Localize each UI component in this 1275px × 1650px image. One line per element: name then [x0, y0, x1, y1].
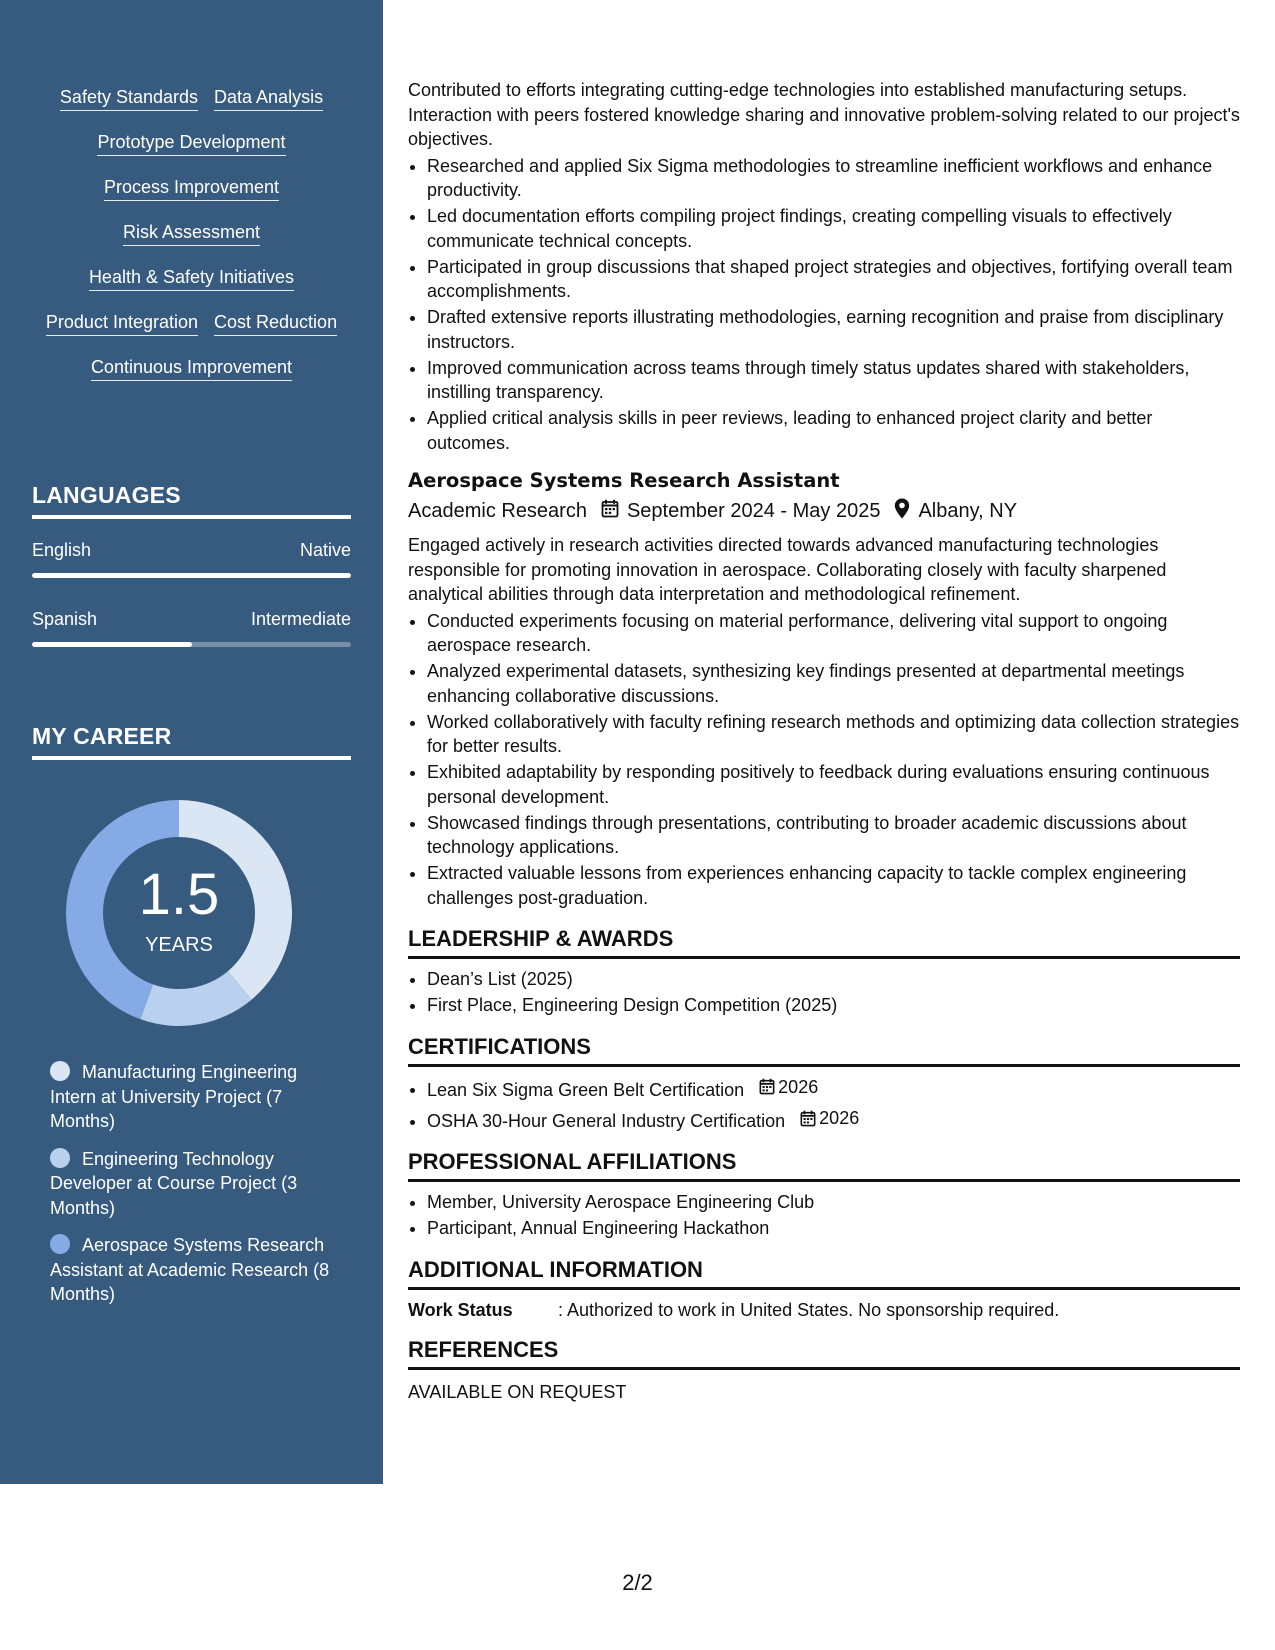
- sidebar: [0, 0, 383, 1484]
- affiliations-list: [408, 1190, 1240, 1241]
- bullet-item: • Drafted extensive reports illustrating methodologies, earning recognition and praise from disciplinary instructors.: [427, 305, 1240, 354]
- language-name: English: [32, 540, 92, 560]
- skill-tag: Cost Reduction: [214, 311, 337, 336]
- certification-item: [427, 1075, 1240, 1102]
- legend-dot: [50, 1148, 70, 1168]
- language-bar-fill: [32, 573, 351, 578]
- bullet-item: • Applied critical analysis skills in peer reviews, leading to enhanced project clarity and better outcomes.: [427, 406, 1240, 455]
- certification-name: Lean Six Sigma Green Belt Certification: [427, 1079, 745, 1100]
- language-bar: [32, 573, 351, 578]
- career-legend: [50, 1060, 340, 1320]
- bullet-item: • Researched and applied Six Sigma methodologies to streamline inefficient workflows and enhance productivity.: [427, 154, 1240, 203]
- bullet-item: • Exhibited adaptability by responding positively to feedback during evaluations ensuring continuous personal development.: [427, 760, 1240, 809]
- affiliation-item: • Participant, Annual Engineering Hackathon: [427, 1216, 1240, 1241]
- job-summary: Engaged actively in research activities directed towards advanced manufacturing technologies responsible for promoting innovation in aerospace. Collaborating closely with faculty sharpened analytical abilities through data interpretation and methodological refinement.: [408, 535, 1167, 604]
- award-item: • First Place, Engineering Design Competition (2025): [427, 993, 1240, 1018]
- award-item: • Dean’s List (2025): [427, 967, 1240, 992]
- calendar-icon: [759, 1078, 775, 1095]
- experience-summary: Contributed to efforts integrating cutting-edge technologies into established manufacturing setups. Interaction with peers fostered knowledge sharing and innovative problem-solving related to our project's objectives.: [408, 80, 1240, 149]
- bullet-item: • Conducted experiments focusing on material performance, delivering vital support to ongoing aerospace research.: [427, 609, 1240, 658]
- language-level: Native: [299, 540, 351, 560]
- page-number: 2/2: [622, 1570, 653, 1595]
- career-legend-item: [50, 1060, 340, 1134]
- experience-bullets: [408, 154, 1240, 456]
- location-pin-icon: [894, 498, 910, 525]
- leadership-list: [408, 967, 1240, 1018]
- affiliations-heading: PROFESSIONAL AFFILIATIONS: [408, 1149, 1240, 1182]
- bullet-item: • Participated in group discussions that shaped project strategies and objectives, fortifying overall team accomplishments.: [427, 255, 1240, 304]
- job-title: Aerospace Systems Research Assistant: [408, 469, 840, 492]
- skill-tag: Product Integration: [46, 311, 198, 336]
- additional-info-heading: ADDITIONAL INFORMATION: [408, 1257, 1240, 1290]
- affiliation-item: • Member, University Aerospace Engineering Club: [427, 1190, 1240, 1215]
- skill-tag: Continuous Improvement: [91, 356, 292, 381]
- job-meta: [408, 498, 1240, 525]
- bullet-item: • Improved communication across teams through timely status updates shared with stakeholders, instilling transparency.: [427, 356, 1240, 405]
- work-status-row: [408, 1300, 1240, 1321]
- career-total-unit: YEARS: [145, 934, 213, 956]
- career-total-value: 1.5: [138, 862, 220, 927]
- skill-tag: Prototype Development: [97, 131, 285, 156]
- certification-year: 2026: [778, 1076, 819, 1097]
- career-legend-item: [50, 1233, 340, 1307]
- language-level: Intermediate: [250, 609, 351, 629]
- career-donut-chart: [66, 800, 292, 1026]
- calendar-icon: [601, 499, 619, 524]
- main-content: [408, 78, 1240, 1403]
- certification-item: [427, 1106, 1240, 1133]
- language-row: [32, 540, 351, 578]
- languages-heading: LANGUAGES: [32, 482, 351, 519]
- career-legend-label: Aerospace Systems Research Assistant at Academic Research (8 Months): [50, 1235, 330, 1304]
- job-dates: September 2024 - May 2025: [626, 500, 881, 522]
- job-location: Albany, NY: [918, 500, 1018, 522]
- certifications-heading: CERTIFICATIONS: [408, 1034, 1240, 1067]
- language-bar: [32, 642, 351, 647]
- career-legend-item: [50, 1147, 340, 1221]
- leadership-heading: LEADERSHIP & AWARDS: [408, 926, 1240, 959]
- career-heading: MY CAREER: [32, 723, 351, 760]
- skills-list: [32, 86, 351, 401]
- bullet-item: • Led documentation efforts compiling project findings, creating compelling visuals to effectively communicate technical concepts.: [427, 204, 1240, 253]
- bullet-item: • Worked collaboratively with faculty refining research methods and optimizing data collection strategies for better results.: [427, 710, 1240, 759]
- references-heading: REFERENCES: [408, 1337, 1240, 1370]
- bullet-item: • Showcased findings through presentations, contributing to broader academic discussions about technology applications.: [427, 811, 1240, 860]
- skill-tag: Process Improvement: [104, 176, 279, 201]
- language-bar-fill: [32, 642, 192, 647]
- bullet-item: • Analyzed experimental datasets, synthesizing key findings presented at departmental meetings enhancing collaborative discussions.: [427, 659, 1240, 708]
- calendar-icon: [800, 1110, 816, 1127]
- certification-year: 2026: [819, 1107, 860, 1128]
- certification-date: [800, 1106, 859, 1131]
- legend-dot: [50, 1234, 70, 1254]
- skill-tag: Data Analysis: [214, 86, 323, 111]
- language-name: Spanish: [32, 609, 98, 629]
- certification-name: OSHA 30-Hour General Industry Certification: [427, 1110, 786, 1131]
- language-row: [32, 609, 351, 647]
- skill-tag: Risk Assessment: [123, 221, 260, 246]
- work-status-label: Work Status: [408, 1299, 513, 1320]
- bullet-item: • Extracted valuable lessons from experiences enhancing capacity to tackle complex engineering challenges post-graduation.: [427, 861, 1240, 910]
- certifications-list: [408, 1075, 1240, 1134]
- skill-tag: Safety Standards: [60, 86, 198, 111]
- career-legend-label: Manufacturing Engineering Intern at University Project (7 Months): [50, 1062, 298, 1131]
- certification-date: [759, 1075, 818, 1100]
- legend-dot: [50, 1061, 70, 1081]
- career-legend-label: Engineering Technology Developer at Course Project (3 Months): [50, 1148, 298, 1218]
- job-company: Academic Research: [408, 500, 587, 522]
- work-status-value: : Authorized to work in United States. No sponsorship required.: [558, 1299, 1060, 1320]
- job-bullets: [408, 609, 1240, 911]
- skill-tag: Health & Safety Initiatives: [89, 266, 294, 291]
- references-text: AVAILABLE ON REQUEST: [408, 1381, 627, 1402]
